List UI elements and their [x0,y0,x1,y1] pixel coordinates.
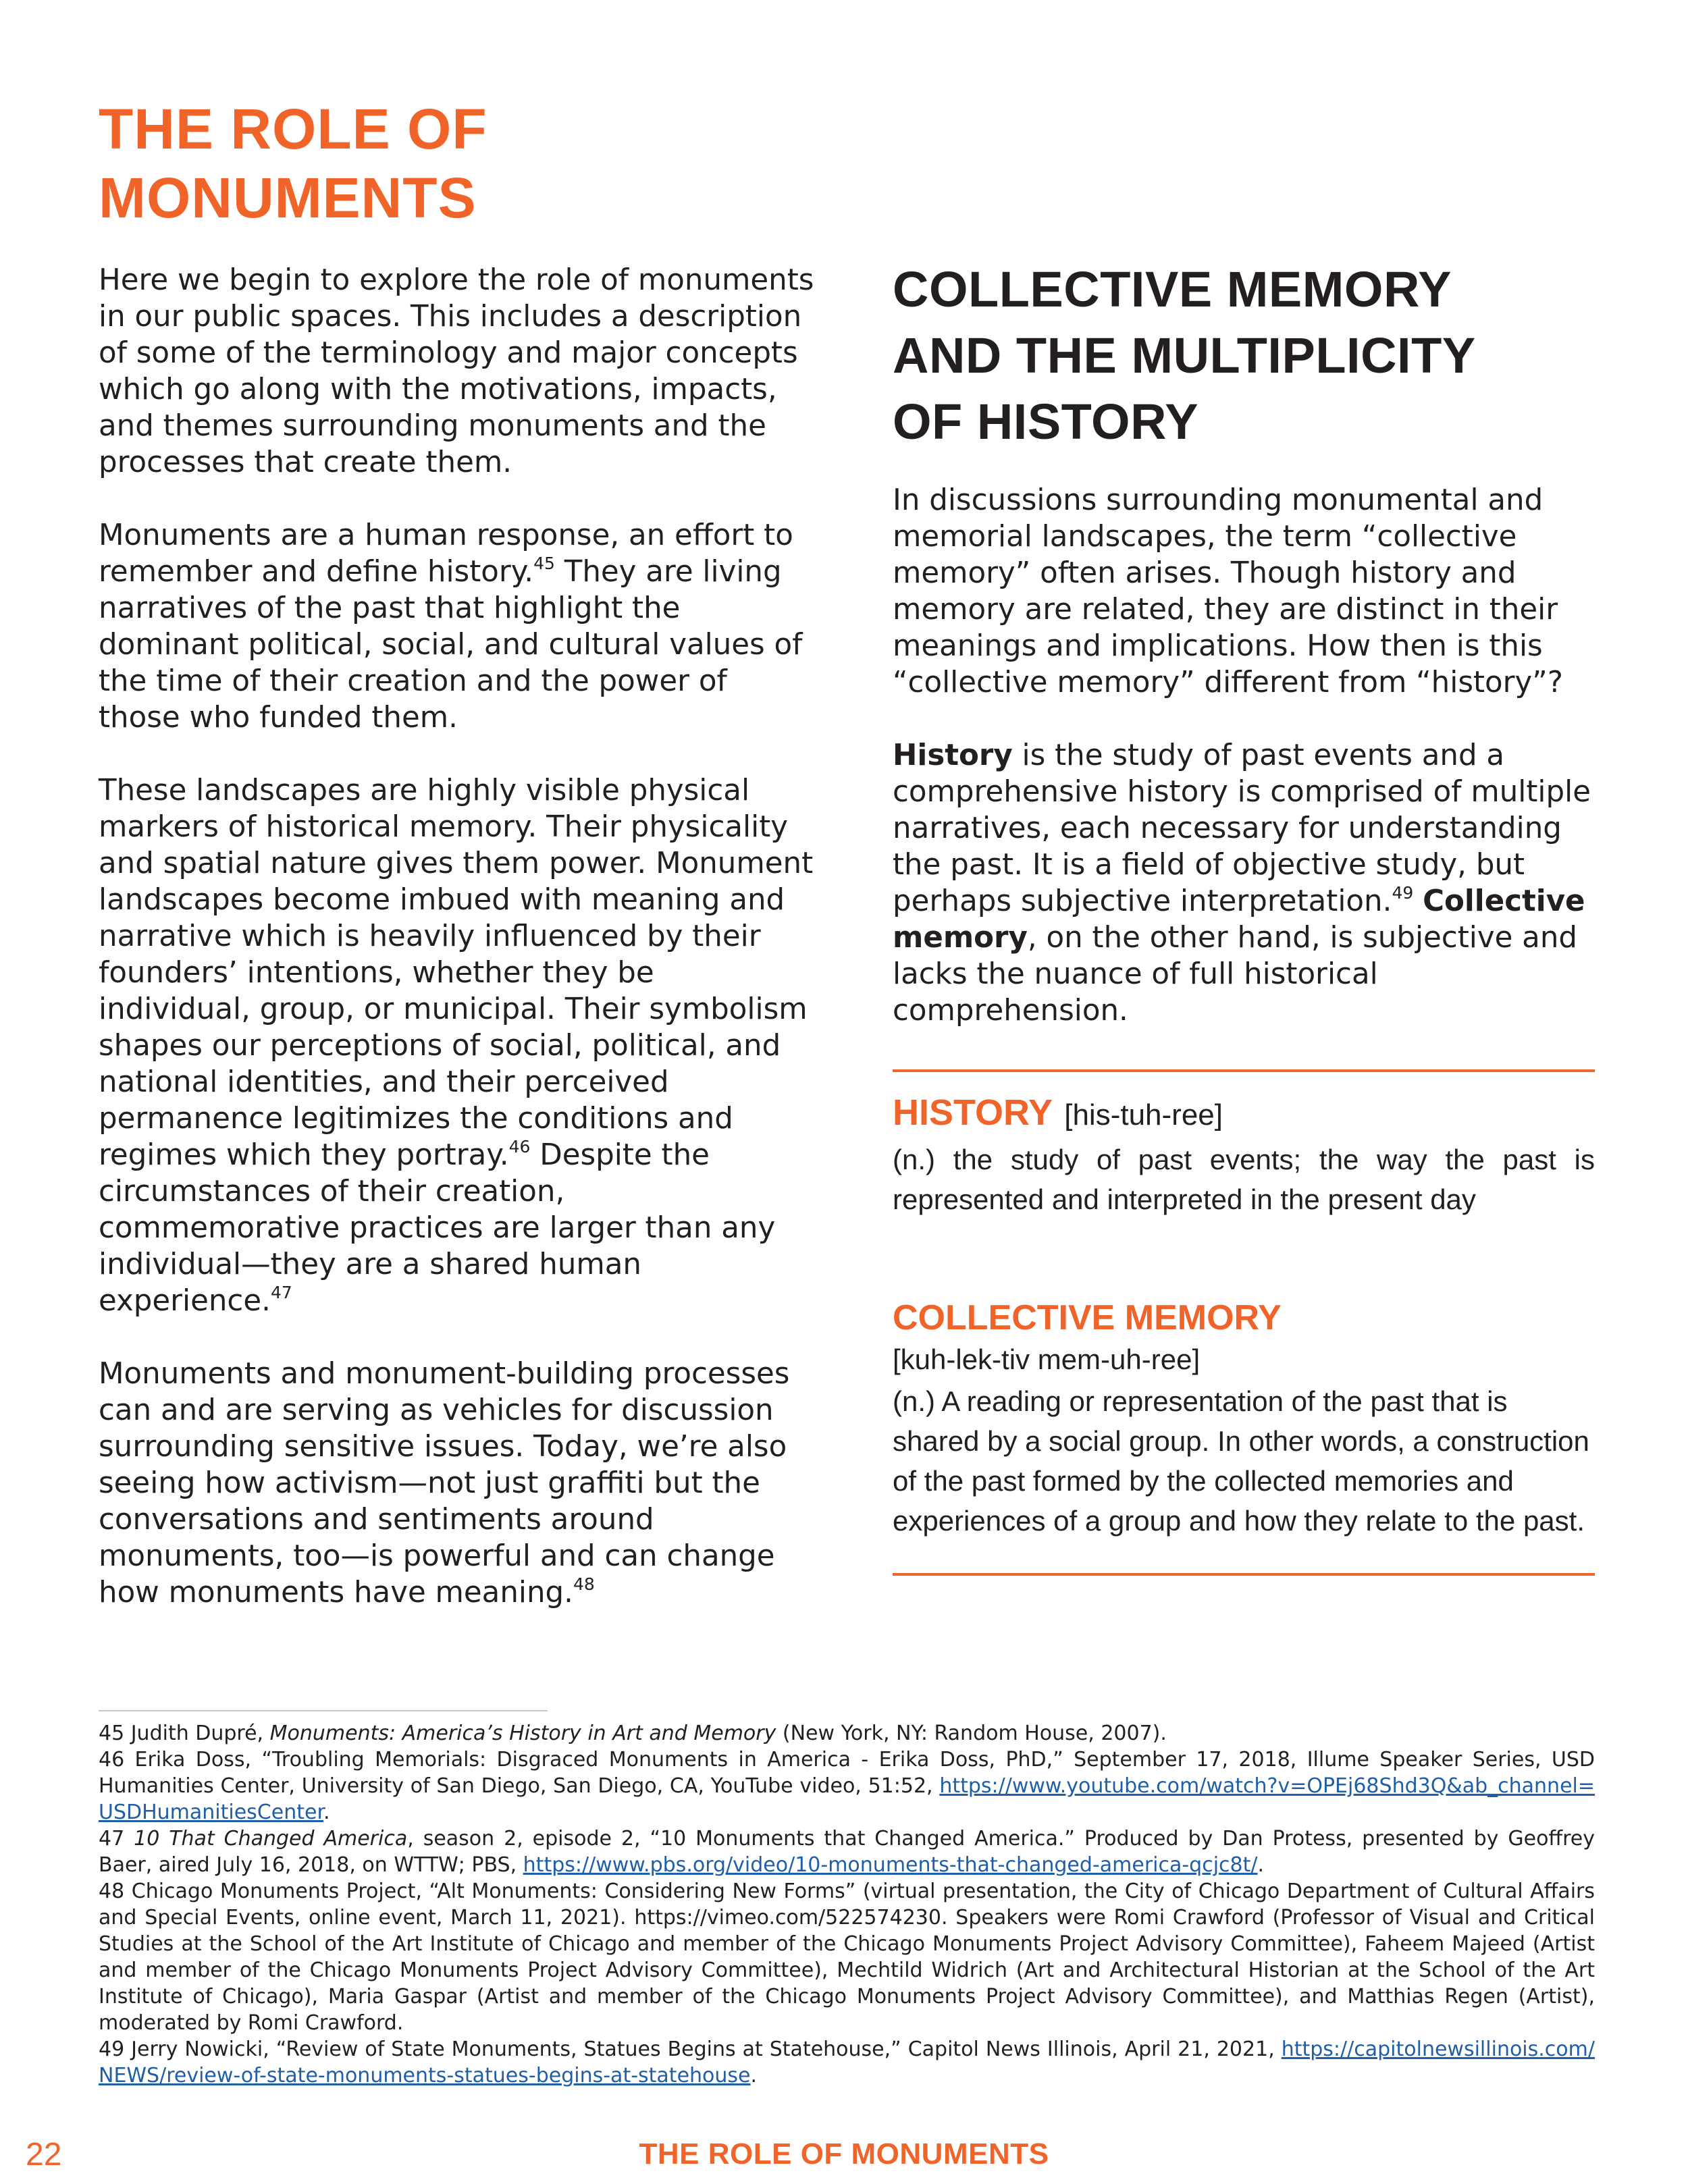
footnote-text: . [750,2064,758,2087]
intro-paragraph [99,517,814,736]
bold-term: Collective memory [893,884,1585,955]
definition-pronunciation: [kuh-lek-tiv mem-uh-ree] [893,1343,1201,1375]
footnote-ref-47[interactable]: 47 [270,1283,292,1302]
definition-text: (n.) A reading or representation of the past that is shared by a social group. In other words, a construction of the past formed by the collected memories and experiences of a group and how they relate to the past. [893,1385,1589,1537]
definition-divider-top [893,1069,1595,1072]
footnote-link[interactable]: https://capitolnewsillinois.com/NEWS/review-of-state-monuments-statues-begins-at-statehouse [99,2037,1595,2087]
footnote-link[interactable]: https://www.youtube.com/watch?v=OPEj68Shd3Q&ab_channel=USDHumanitiesCenter [99,1774,1595,1824]
footnote-title: Monuments: America’s History in Art and Memory [269,1722,776,1745]
footnote-ref-48[interactable]: 48 [573,1574,595,1594]
paragraph-text: These landscapes are highly visible physical markers of historical memory. Their physicality and spatial nature gives them power. Monument landscapes become imbued with meaning and narrative which is heavily influenced by their founders’ intentions, whether they be individual, group, or municipal. Their symbolism shapes our perceptions of social, political, and national identities, and their perceived permanence legitimizes the conditions and regimes which they portray. [99,774,814,1172]
intro-paragraph [99,772,814,1319]
paragraph-text: Monuments are a human response, an effort to remember and define history. [99,518,793,589]
footnote-text: 46 Erika Doss, “Troubling Memorials: Disgraced Monuments in America - Erika Doss, PhD,” September 17, 2018, Illume Speaker Series, USD Humanities Center, University of San Diego, San Diego, CA, YouTube video, 51:52, [99,1748,1595,1798]
section-paragraph [893,737,1595,1029]
page-title [99,95,706,232]
section-heading-line: OF HISTORY [893,394,1199,450]
page-number: 22 [26,2137,62,2173]
intro-paragraph [99,1356,814,1611]
footnote-text: 45 Judith Dupré, [99,1722,270,1745]
intro-paragraph: Here we begin to explore the role of monuments in our public spaces. This includes a description of some of the terminology and major concepts which go along with the motivations, impacts, and themes surrounding monuments and the processes that create them. [99,263,814,479]
footnote-ref-46[interactable]: 46 [508,1137,531,1156]
footnote-ref-49[interactable]: 49 [1392,883,1414,903]
bold-term: History [893,739,1013,772]
footnotes [99,1720,1595,2089]
footnote-47 [99,1826,1595,1878]
footnote-49 [99,2036,1595,2089]
section-body [893,482,1595,1029]
footnote-45 [99,1720,1595,1747]
paragraph-text: They are living narratives of the past that highlight the dominant political, social, and cultural values of the time of their creation and the power of those who funded them. [99,555,803,735]
footnote-text: 47 [99,1827,134,1850]
footnote-text: (New York, NY: Random House, 2007). [776,1722,1167,1745]
section-heading [893,257,1595,455]
page-title-line: THE ROLE OF [99,97,487,161]
footnote-link[interactable]: https://www.pbs.org/video/10-monuments-that-changed-america-qcjc8t/ [523,1853,1258,1877]
intro-column [99,262,814,1611]
footnote-text: . [323,1801,330,1824]
footnote-text: 49 Jerry Nowicki, “Review of State Monuments, Statues Begins at Statehouse,” Capitol News Illinois, April 21, 2021, [99,2037,1282,2061]
section-heading-line: COLLECTIVE MEMORY [893,261,1452,317]
footnote-48: 48 Chicago Monuments Project, “Alt Monuments: Considering New Forms” (virtual presentation, the City of Chicago Department of Cultural Affairs and Special Events, online event, March 11, 2021). https://vimeo.com/522574230. Speakers were Romi Crawford (Professor of Visual and Critical Studies at the School of the Art Institute of Chicago and member of the Chicago Monuments Project Advisory Committee), Faheem Majeed (Artist and member of the Chicago Monuments Project Advisory Committee), Mechtild Widrich (Art and Architectural Historian at the School of the Art Institute of Chicago), Maria Gaspar (Artist and member of the Chicago Monuments Project Advisory Committee), and Matthias Regen (Artist), moderated by Romi Crawford. [99,1880,1595,2035]
definition-collective-memory [893,1295,1595,1541]
paragraph-text: , on the other hand, is subjective and lacks the nuance of full historical comprehension. [893,921,1578,1028]
section-heading-line: AND THE MULTIPLICITY [893,327,1476,383]
footnote-ref-45[interactable]: 45 [533,554,555,573]
page-title-line: MONUMENTS [99,166,477,230]
footnote-divider [99,1710,548,1711]
footnote-title: 10 That Changed America [134,1827,408,1850]
footnote-text: . [1257,1853,1265,1877]
paragraph-text: is the study of past events and a comprehensive history is comprised of multiple narratives, each necessary for understanding the past. It is a field of objective study, but perhaps subjective interpretation. [893,739,1591,918]
definition-divider-bottom [893,1573,1595,1576]
definition-term: HISTORY [893,1092,1053,1133]
definition-pronunciation: [his-tuh-ree] [1064,1098,1223,1131]
definition-term: COLLECTIVE MEMORY [893,1298,1282,1337]
running-footer-title: THE ROLE OF MONUMENTS [639,2137,1049,2170]
section-paragraph: In discussions surrounding monumental and memorial landscapes, the term “collective memory” often arises. Though history and memory are related, they are distinct in their meanings and implications. How then is this “collective memory” different from “history”? [893,483,1563,699]
paragraph-text: Despite the circumstances of their creation, commemorative practices are larger than any individual—they are a shared human experience. [99,1138,776,1318]
definition-heading [893,1090,1595,1138]
paragraph-text: Monuments and monument-building processes can and are serving as vehicles for discussion surrounding sensitive issues. Today, we’re also seeing how activism—not just graffiti but the conversations and sentiments around monuments, too—is powerful and can change how monuments have meaning. [99,1357,790,1609]
definition-text: (n.) the study of past events; the way the past is represented and interpreted in the present day [893,1144,1595,1215]
definition-history [893,1090,1595,1219]
collective-memory-section [893,257,1595,1065]
footnote-text: , season 2, episode 2, “10 Monuments that Changed America.” Produced by Dan Protess, presented by Geoffrey Baer, aired July 16, 2018, on WTTW; PBS, [99,1827,1595,1877]
footnote-46 [99,1747,1595,1826]
